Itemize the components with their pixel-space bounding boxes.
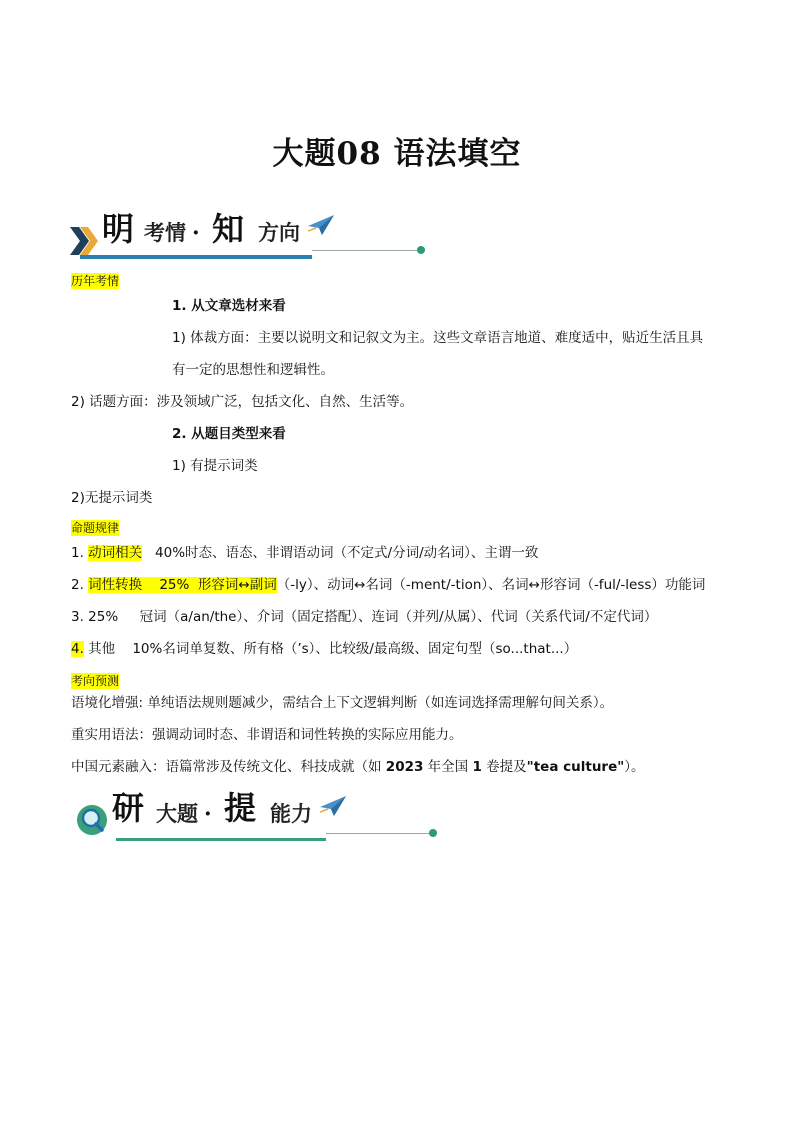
page-title: 大题08 语法填空 xyxy=(272,136,522,172)
banner-underline-blue xyxy=(80,255,312,259)
banner-text-fangxiang: 方向 xyxy=(258,221,300,245)
prediction-para-3 xyxy=(71,761,645,775)
prediction-3-year: 2023 xyxy=(385,759,424,775)
prediction-3-g: ）。 xyxy=(624,759,645,775)
banner-dot: · xyxy=(192,220,200,246)
prediction-3-c: 年全国 xyxy=(423,759,473,775)
rule-2-text: （-ly）、动词↔名词（-ment/-tion）、名词↔形容词（-ful/-less）功能词 xyxy=(276,577,706,593)
prediction-3-a: 中国元素融入：语篇常涉及传统文化、科技成就（如 xyxy=(71,759,386,775)
prediction-3-e: 卷提及 xyxy=(481,759,527,775)
item2-heading: 2. 从题目类型来看 xyxy=(172,426,286,442)
rule-4-text: 其他 10%名词单复数、所有格（’s）、比较级/最高级、固定句型（so...that...） xyxy=(83,641,578,657)
rule-2-number: 2. xyxy=(71,577,89,593)
banner-char-yan: 研 xyxy=(112,789,145,827)
banner-text-dati: 大题 xyxy=(156,802,198,826)
banner-char-ming: 明 xyxy=(102,210,135,248)
item1-sub1-line1: 1) 体裁方面：主要以说明文和记叙文为主。这些文章语言地道、难度适中，贴近生活且具 xyxy=(172,330,704,346)
section-banner-exam-analysis xyxy=(70,205,440,265)
banner-dot: · xyxy=(204,801,212,827)
item1-sub2: 2) 话题方面：涉及领域广泛，包括文化、自然、生活等。 xyxy=(71,394,414,410)
item2-sub2: 2)无提示词类 xyxy=(71,490,153,506)
rule-2-highlight: 词性转换 25% 形容词↔副词 xyxy=(88,577,277,593)
double-chevron-icon xyxy=(70,227,100,255)
rule-row-2 xyxy=(71,579,705,593)
banner-end-dot xyxy=(417,246,425,254)
banner-text-kaoqing: 考情 xyxy=(144,221,186,245)
rule-row-3: 3. 25% 冠词（a/an/the）、介词（固定搭配）、连词（并列/从属）、代词（关系代词/不定代词） xyxy=(71,609,658,625)
rule-1-text: 40%时态、语态、非谓语动词（不定式/分词/动名词）、主谓一致 xyxy=(142,545,539,561)
item1-sub1-line2: 有一定的思想性和逻辑性。 xyxy=(172,362,334,378)
section-banner-practice xyxy=(76,788,446,848)
rule-row-1 xyxy=(71,547,538,561)
prediction-para-2: 重实用语法：强调动词时态、非谓语和词性转换的实际应用能力。 xyxy=(71,727,463,743)
banner-underline-gray xyxy=(312,250,418,251)
section-tag-history: 历年考情 xyxy=(71,274,120,288)
rule-row-4 xyxy=(71,643,577,657)
magnifier-icon xyxy=(76,804,108,836)
section-tag-rules: 命题规律 xyxy=(71,521,120,535)
item1-heading: 1. 从文章选材来看 xyxy=(172,298,286,314)
item2-sub1: 1) 有提示词类 xyxy=(172,458,258,474)
banner-char-ti: 提 xyxy=(224,789,257,827)
banner-text-nengli: 能力 xyxy=(270,802,312,826)
paper-plane-icon xyxy=(320,796,346,816)
prediction-3-quote: "tea culture" xyxy=(526,759,625,775)
rule-4-number: 4. xyxy=(71,641,84,657)
section-tag-prediction: 考向预测 xyxy=(71,674,120,688)
banner-underline-gray xyxy=(326,833,430,834)
paper-plane-icon xyxy=(308,215,334,235)
banner-end-dot xyxy=(429,829,437,837)
banner-char-zhi: 知 xyxy=(212,210,245,248)
prediction-3-num: 1 xyxy=(472,759,482,775)
banner-underline-green xyxy=(116,838,326,841)
prediction-para-1: 语境化增强: 单纯语法规则题减少，需结合上下文逻辑判断（如连词选择需理解句间关系）。 xyxy=(71,695,614,711)
rule-1-number: 1. xyxy=(71,545,89,561)
rule-1-highlight: 动词相关 xyxy=(88,545,143,561)
